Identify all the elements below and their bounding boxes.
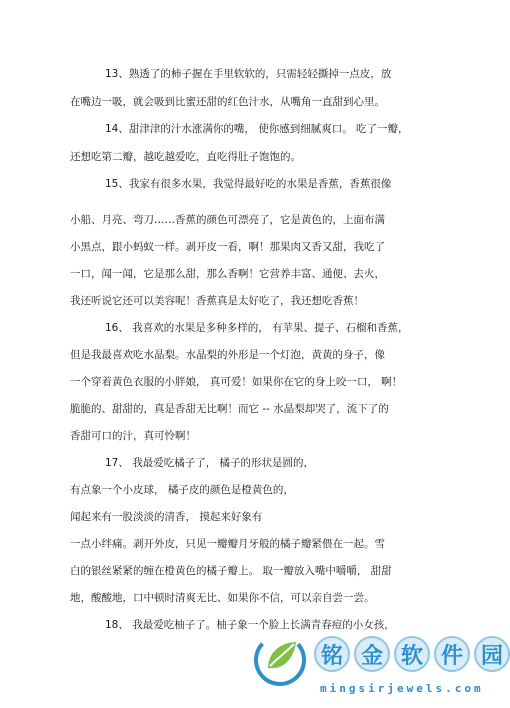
text-line: 地，酸酸地，口中顿时清爽无比、如果你不信，可以亲自尝一尝。 bbox=[70, 592, 375, 604]
text-line: 小船、月亮、弯刀……香蕉的颜色可漂亮了，它是黄色的，上面布满 bbox=[70, 214, 385, 226]
text-line: 16、 我喜欢的水果是多种多样的， 有苹果、提子、石榴和香蕉， bbox=[105, 322, 409, 334]
text-line: 17、 我最爱吃橘子了， 橘子的形状是圆的， bbox=[105, 457, 315, 469]
text-line: 一点小绊痛。剥开外皮，只见一瓣瓣月牙般的橘子瓣紧偎在一起。雪 bbox=[70, 538, 385, 550]
watermark-title bbox=[314, 636, 510, 672]
watermark-char: 金 bbox=[354, 636, 390, 672]
text-line: 一个穿着黄色衣服的小胖娘， 真可爱！如果你在它的身上咬一口， 啊！ bbox=[70, 376, 403, 388]
text-line: 14、甜津津的汁水涨满你的嘴， 使你感到细腻爽口。 吃了一瓣， bbox=[105, 123, 409, 135]
text-line: 还想吃第二瓣，越吃越爱吃，直吃得肚子饱饱的。 bbox=[70, 151, 301, 163]
watermark-url: mingsirjewels.com bbox=[320, 682, 484, 695]
text-line: 18、 我最爱吃柚子了。柚子象一个脸上长满青春痘的小女孩， bbox=[105, 619, 395, 631]
watermark-char: 园 bbox=[474, 636, 510, 672]
text-line: 15、我家有很多水果，我觉得最好吃的水果是香蕉，香蕉很像 bbox=[105, 178, 392, 190]
watermark-char: 件 bbox=[434, 636, 470, 672]
text-line: 白的银丝紧紧的缠在橙黄色的橘子瓣上。 取一瓣放入嘴中嚼嚼， 甜甜 bbox=[70, 565, 392, 577]
text-line: 香甜可口的汁，真可怜啊！ bbox=[70, 430, 196, 442]
text-line: 闻起来有一股淡淡的清香， 摸起来好象有 bbox=[70, 511, 263, 523]
watermark-char: 铭 bbox=[314, 636, 350, 672]
text-line: 小黑点，跟小蚂蚁一样。剥开皮一看，啊！那果肉又香又甜，我吃了 bbox=[70, 241, 385, 253]
text-line: 在嘴边一吸，就会吸到比蜜还甜的红色汁水，从嘴角一直甜到心里。 bbox=[70, 96, 385, 108]
text-line: 脆脆的、甜甜的，真是香甜无比啊！而它 -- 水晶梨却哭了，流下了的 bbox=[70, 403, 389, 415]
text-line: 13、熟透了的柿子握在手里软软的，只需轻轻撕掉一点皮，放 bbox=[105, 68, 392, 80]
text-line: 我还听说它还可以美容呢！香蕉真是太好吃了，我还想吃香蕉！ bbox=[70, 295, 364, 307]
text-line: 一口，闻一闻，它是那么甜，那么香啊！它营养丰富、通便、去火， bbox=[70, 268, 385, 280]
watermark-char: 软 bbox=[394, 636, 430, 672]
leaf-swirl-logo-icon bbox=[250, 628, 310, 688]
site-watermark bbox=[248, 626, 503, 708]
text-line: 有点象一个小皮球， 橘子皮的颜色是橙黄色的， bbox=[70, 484, 294, 496]
text-line: 但是我最喜欢吃水晶梨。水晶梨的外形是一个灯泡，黄黄的身子，像 bbox=[70, 349, 385, 361]
